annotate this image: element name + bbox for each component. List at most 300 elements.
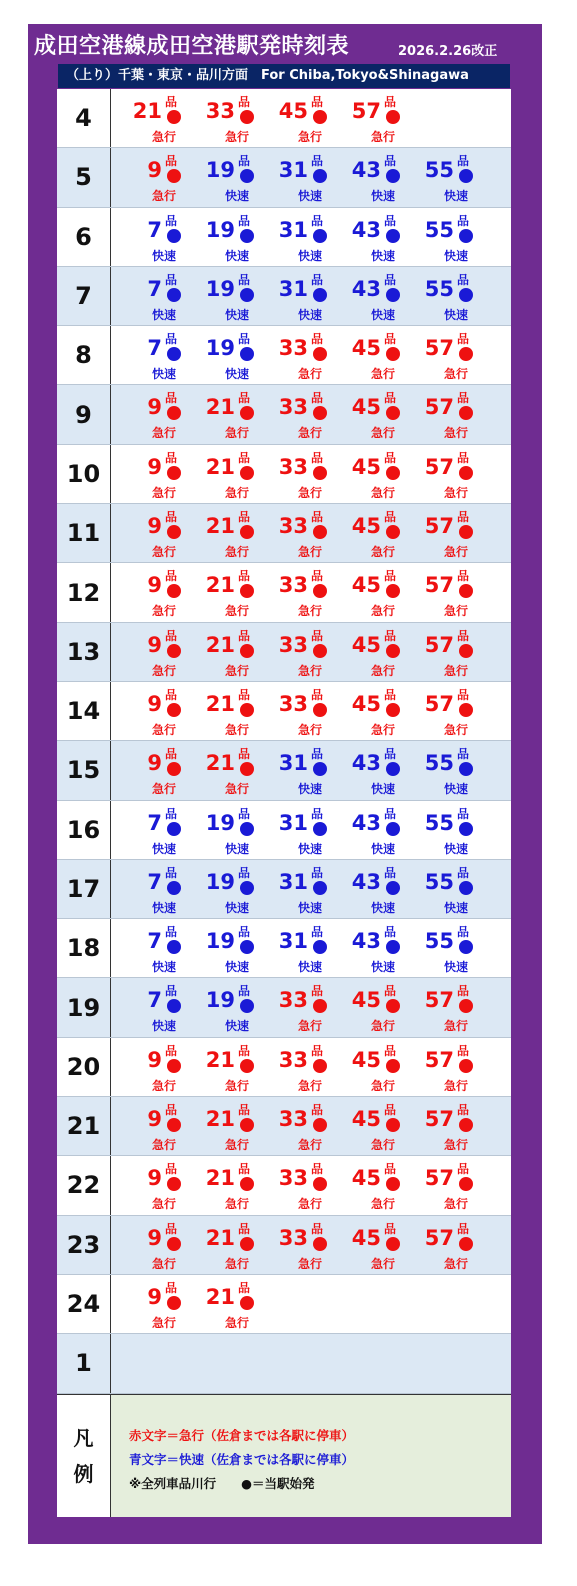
origin-dot-icon: [240, 1237, 254, 1251]
train-type: 急行: [224, 1197, 249, 1212]
hour-label: 11: [57, 504, 111, 562]
train-departure: [122, 504, 194, 562]
origin-dot-icon: [459, 288, 473, 302]
destination-mark: 品: [311, 569, 324, 584]
origin-dot-icon: [313, 466, 327, 480]
train-type: 急行: [224, 1256, 249, 1271]
origin-dot-icon: [240, 466, 254, 480]
train-departure: [414, 326, 486, 384]
train-type: 急行: [151, 782, 176, 797]
hour-label: 16: [57, 801, 111, 859]
departure-minute: 45: [278, 99, 308, 123]
departure-minute: 55: [424, 751, 454, 776]
train-departure: [122, 801, 194, 859]
train-departure: [341, 1216, 413, 1274]
train-departure: [268, 801, 340, 859]
destination-mark: 品: [457, 1221, 470, 1236]
train-type: 快速: [151, 960, 176, 975]
origin-dot-icon: [313, 288, 327, 302]
destination-mark: 品: [238, 1280, 251, 1295]
departure-minute: 19: [205, 869, 235, 894]
train-type: 快速: [151, 248, 176, 263]
train-type: 快速: [224, 900, 249, 915]
train-type: 急行: [443, 604, 468, 619]
origin-dot-icon: [240, 347, 254, 361]
destination-mark: 品: [238, 391, 251, 406]
departure-minute: 57: [424, 395, 454, 420]
origin-dot-icon: [240, 1059, 254, 1073]
train-type: 急行: [224, 545, 249, 560]
departure-minute: 57: [351, 99, 381, 123]
hour-row: [57, 326, 511, 385]
origin-dot-icon: [459, 762, 473, 776]
train-type: 急行: [297, 604, 322, 619]
train-type: 急行: [297, 1078, 322, 1093]
train-type: 急行: [151, 722, 176, 737]
departure-minute: 33: [278, 988, 308, 1013]
destination-mark: 品: [311, 213, 324, 228]
destination-mark: 品: [238, 213, 251, 228]
train-type: 快速: [370, 900, 395, 915]
departure-minute: 9: [147, 158, 162, 183]
train-type: 急行: [297, 663, 322, 678]
origin-dot-icon: [386, 703, 400, 717]
legend-footnote: ※全列車品川行 ●＝当駅始発: [129, 1476, 315, 1491]
train-type: 快速: [151, 307, 176, 322]
destination-mark: 品: [311, 95, 324, 109]
train-type: 急行: [370, 1197, 395, 1212]
train-departure: [122, 208, 194, 266]
origin-dot-icon: [386, 1118, 400, 1132]
destination-mark: 品: [457, 332, 470, 347]
train-departure: [341, 208, 413, 266]
destination-mark: 品: [165, 806, 178, 821]
departure-minute: 57: [424, 691, 454, 716]
train-departure: [122, 267, 194, 325]
departure-minute: 9: [147, 751, 162, 776]
origin-dot-icon: [240, 229, 254, 243]
departure-minute: 45: [351, 573, 381, 598]
hour-label: 18: [57, 919, 111, 977]
departure-minute: 45: [351, 336, 381, 361]
destination-mark: 品: [384, 865, 397, 880]
origin-dot-icon: [167, 881, 181, 895]
hour-label: 21: [57, 1097, 111, 1155]
hour-label: 5: [57, 148, 111, 206]
train-type: 急行: [370, 367, 395, 382]
destination-mark: 品: [311, 747, 324, 762]
departure-minute: 45: [351, 632, 381, 657]
train-departure: [268, 741, 340, 799]
train-type: 急行: [443, 1138, 468, 1153]
departure-minute: 21: [205, 514, 235, 539]
origin-dot-icon: [386, 1237, 400, 1251]
origin-dot-icon: [240, 703, 254, 717]
hour-row: [57, 1275, 511, 1334]
destination-mark: 品: [384, 95, 397, 109]
departure-minute: 55: [424, 869, 454, 894]
origin-dot-icon: [313, 1118, 327, 1132]
hour-row: [57, 385, 511, 444]
origin-dot-icon: [386, 940, 400, 954]
train-type: 急行: [370, 1256, 395, 1271]
train-type: 急行: [443, 1078, 468, 1093]
destination-mark: 品: [457, 984, 470, 999]
train-departure: [122, 623, 194, 681]
departure-minute: 21: [205, 1107, 235, 1132]
train-departure: [122, 1156, 194, 1214]
train-departure: [195, 563, 267, 621]
train-departure: [341, 741, 413, 799]
train-type: 急行: [443, 545, 468, 560]
origin-dot-icon: [240, 940, 254, 954]
origin-dot-icon: [167, 169, 181, 183]
destination-mark: 品: [457, 628, 470, 643]
train-type: 急行: [151, 663, 176, 678]
origin-dot-icon: [167, 288, 181, 302]
train-departure: [122, 741, 194, 799]
origin-dot-icon: [167, 110, 181, 124]
departure-minute: 33: [278, 336, 308, 361]
destination-mark: 品: [165, 1103, 178, 1118]
train-departure: [122, 1038, 194, 1096]
train-type: 急行: [297, 485, 322, 500]
destination-mark: 品: [457, 391, 470, 406]
departure-minute: 33: [278, 1107, 308, 1132]
origin-dot-icon: [240, 644, 254, 658]
train-type: 急行: [443, 1197, 468, 1212]
origin-dot-icon: [386, 762, 400, 776]
destination-mark: 品: [311, 806, 324, 821]
hour-row: [57, 978, 511, 1037]
train-type: 快速: [297, 248, 322, 263]
train-type: 急行: [151, 545, 176, 560]
destination-mark: 品: [384, 510, 397, 525]
origin-dot-icon: [386, 288, 400, 302]
train-departure: [341, 445, 413, 503]
destination-mark: 品: [165, 569, 178, 584]
train-departure: [341, 267, 413, 325]
destination-mark: 品: [457, 925, 470, 940]
origin-dot-icon: [313, 525, 327, 539]
departure-minute: 7: [147, 929, 162, 954]
train-type: 急行: [370, 485, 395, 500]
departure-minute: 55: [424, 810, 454, 835]
hour-row: [57, 1097, 511, 1156]
revision-date: 2026.2.26改正: [398, 44, 498, 59]
train-departure: [414, 563, 486, 621]
departure-minute: 33: [278, 1166, 308, 1191]
train-type: 急行: [151, 485, 176, 500]
origin-dot-icon: [240, 762, 254, 776]
destination-mark: 品: [165, 925, 178, 940]
train-type: 快速: [370, 248, 395, 263]
origin-dot-icon: [313, 1177, 327, 1191]
train-type: 急行: [297, 367, 322, 382]
train-departure: [414, 267, 486, 325]
destination-mark: 品: [457, 154, 470, 169]
train-departure: [122, 1097, 194, 1155]
departure-minute: 57: [424, 988, 454, 1013]
departure-minute: 7: [147, 810, 162, 835]
hour-label: 15: [57, 741, 111, 799]
departure-minute: 33: [278, 573, 308, 598]
origin-dot-icon: [459, 347, 473, 361]
train-type: 急行: [443, 426, 468, 441]
destination-mark: 品: [457, 1162, 470, 1177]
train-departure: [414, 1156, 486, 1214]
departure-minute: 7: [147, 276, 162, 301]
departure-minute: 45: [351, 1107, 381, 1132]
origin-dot-icon: [386, 466, 400, 480]
train-departure: [122, 1275, 194, 1333]
destination-mark: 品: [165, 510, 178, 525]
train-departure: [341, 978, 413, 1036]
destination-mark: 品: [311, 925, 324, 940]
train-type: 快速: [443, 248, 468, 263]
train-departure: [268, 504, 340, 562]
origin-dot-icon: [459, 822, 473, 836]
destination-mark: 品: [384, 213, 397, 228]
train-type: 急行: [370, 130, 395, 144]
train-type: 快速: [297, 307, 322, 322]
train-type: 急行: [297, 1197, 322, 1212]
train-departure: [414, 148, 486, 206]
destination-mark: 品: [384, 687, 397, 702]
departure-minute: 19: [205, 810, 235, 835]
origin-dot-icon: [386, 1059, 400, 1073]
departure-minute: 19: [205, 217, 235, 242]
train-type: 快速: [370, 189, 395, 204]
train-type: 急行: [151, 1256, 176, 1271]
destination-mark: 品: [165, 154, 178, 169]
origin-dot-icon: [459, 999, 473, 1013]
destination-mark: 品: [457, 213, 470, 228]
train-type: 急行: [224, 130, 249, 144]
train-type: 急行: [370, 545, 395, 560]
departure-minute: 57: [424, 1225, 454, 1250]
departure-minute: 21: [205, 454, 235, 479]
origin-dot-icon: [313, 229, 327, 243]
train-departure: [195, 741, 267, 799]
train-type: 快速: [297, 900, 322, 915]
train-departure: [268, 326, 340, 384]
destination-mark: 品: [457, 687, 470, 702]
train-departure: [414, 741, 486, 799]
departure-minute: 31: [278, 217, 308, 242]
destination-mark: 品: [384, 925, 397, 940]
origin-dot-icon: [459, 1059, 473, 1073]
train-departure: [414, 860, 486, 918]
departure-minute: 45: [351, 395, 381, 420]
train-type: 快速: [151, 900, 176, 915]
destination-mark: 品: [165, 95, 178, 109]
destination-mark: 品: [311, 332, 324, 347]
legend-rapid-note: 青文字＝快速（佐倉までは各駅に停車）: [129, 1452, 355, 1467]
train-departure: [341, 563, 413, 621]
train-type: 急行: [151, 130, 176, 144]
origin-dot-icon: [459, 1237, 473, 1251]
hour-label: 17: [57, 860, 111, 918]
train-type: 急行: [224, 722, 249, 737]
destination-mark: 品: [457, 1043, 470, 1058]
train-departure: [414, 682, 486, 740]
train-type: 快速: [297, 960, 322, 975]
train-departure: [195, 326, 267, 384]
train-departure: [414, 978, 486, 1036]
departure-minute: 21: [205, 1284, 235, 1309]
departure-minute: 57: [424, 1107, 454, 1132]
destination-mark: 品: [457, 272, 470, 287]
page-title: 成田空港線成田空港駅発時刻表: [34, 34, 350, 59]
departure-minute: 7: [147, 217, 162, 242]
train-departure: [341, 148, 413, 206]
origin-dot-icon: [167, 584, 181, 598]
origin-dot-icon: [459, 940, 473, 954]
train-type: 快速: [297, 841, 322, 856]
origin-dot-icon: [313, 703, 327, 717]
departure-minute: 55: [424, 158, 454, 183]
destination-mark: 品: [311, 450, 324, 465]
train-type: 快速: [151, 1019, 176, 1034]
train-type: 快速: [224, 248, 249, 263]
train-type: 急行: [151, 604, 176, 619]
origin-dot-icon: [240, 822, 254, 836]
legend: [57, 1394, 511, 1517]
departure-minute: 33: [278, 1047, 308, 1072]
train-type: 急行: [224, 663, 249, 678]
origin-dot-icon: [386, 584, 400, 598]
train-type: 急行: [297, 545, 322, 560]
train-departure: [414, 504, 486, 562]
train-type: 快速: [443, 189, 468, 204]
destination-mark: 品: [384, 154, 397, 169]
origin-dot-icon: [459, 881, 473, 895]
train-departure: [268, 978, 340, 1036]
departure-minute: 55: [424, 276, 454, 301]
hour-label: 4: [57, 89, 111, 147]
train-type: 急行: [370, 1078, 395, 1093]
destination-mark: 品: [238, 510, 251, 525]
destination-mark: 品: [165, 1221, 178, 1236]
departure-minute: 45: [351, 988, 381, 1013]
train-departure: [122, 89, 194, 147]
destination-mark: 品: [238, 1043, 251, 1058]
train-type: 快速: [443, 900, 468, 915]
train-departure: [414, 1038, 486, 1096]
destination-mark: 品: [238, 865, 251, 880]
departure-minute: 9: [147, 1047, 162, 1072]
destination-mark: 品: [457, 1103, 470, 1118]
train-departure: [122, 682, 194, 740]
origin-dot-icon: [386, 229, 400, 243]
hour-row: [57, 741, 511, 800]
train-departure: [268, 445, 340, 503]
departure-minute: 33: [278, 691, 308, 716]
destination-mark: 品: [311, 687, 324, 702]
departure-minute: 57: [424, 632, 454, 657]
origin-dot-icon: [386, 881, 400, 895]
train-departure: [195, 89, 267, 147]
train-departure: [195, 919, 267, 977]
origin-dot-icon: [386, 525, 400, 539]
departure-minute: 7: [147, 869, 162, 894]
departure-minute: 57: [424, 514, 454, 539]
train-departure: [122, 563, 194, 621]
train-type: 急行: [224, 1315, 249, 1330]
destination-mark: 品: [457, 510, 470, 525]
origin-dot-icon: [459, 229, 473, 243]
train-departure: [268, 385, 340, 443]
train-departure: [341, 326, 413, 384]
train-departure: [195, 682, 267, 740]
origin-dot-icon: [313, 881, 327, 895]
hour-row: [57, 623, 511, 682]
departure-minute: 33: [205, 99, 235, 123]
train-departure: [195, 623, 267, 681]
hour-row: [57, 208, 511, 267]
origin-dot-icon: [313, 347, 327, 361]
train-type: 快速: [370, 960, 395, 975]
hour-label: 9: [57, 385, 111, 443]
train-departure: [341, 385, 413, 443]
hour-row: [57, 1156, 511, 1215]
train-departure: [195, 445, 267, 503]
legend-label-top: 凡: [73, 1426, 94, 1450]
train-type: 急行: [297, 1019, 322, 1034]
origin-dot-icon: [167, 644, 181, 658]
origin-dot-icon: [167, 703, 181, 717]
train-departure: [414, 801, 486, 859]
train-departure: [195, 1156, 267, 1214]
train-departure: [122, 978, 194, 1036]
train-departure: [122, 385, 194, 443]
destination-mark: 品: [238, 569, 251, 584]
train-type: 急行: [370, 663, 395, 678]
departure-minute: 45: [351, 1047, 381, 1072]
origin-dot-icon: [167, 940, 181, 954]
origin-dot-icon: [240, 1118, 254, 1132]
origin-dot-icon: [459, 406, 473, 420]
train-departure: [122, 326, 194, 384]
origin-dot-icon: [167, 999, 181, 1013]
departure-minute: 21: [205, 691, 235, 716]
origin-dot-icon: [167, 822, 181, 836]
direction-header: [58, 64, 510, 88]
departure-minute: 9: [147, 573, 162, 598]
origin-dot-icon: [459, 644, 473, 658]
train-type: 快速: [370, 841, 395, 856]
origin-dot-icon: [167, 762, 181, 776]
destination-mark: 品: [311, 1103, 324, 1118]
train-departure: [341, 919, 413, 977]
hour-row: [57, 801, 511, 860]
direction-label: （上り）千葉・東京・品川方面 For Chiba,Tokyo&Shinagawa: [66, 68, 469, 83]
departure-minute: 31: [278, 869, 308, 894]
origin-dot-icon: [313, 822, 327, 836]
hour-row: [57, 1216, 511, 1275]
hour-label: 10: [57, 445, 111, 503]
train-departure: [122, 1216, 194, 1274]
train-type: 急行: [151, 1197, 176, 1212]
train-departure: [268, 682, 340, 740]
destination-mark: 品: [165, 1162, 178, 1177]
train-type: 急行: [443, 367, 468, 382]
departure-minute: 31: [278, 158, 308, 183]
destination-mark: 品: [238, 272, 251, 287]
origin-dot-icon: [459, 169, 473, 183]
hour-row: [57, 860, 511, 919]
